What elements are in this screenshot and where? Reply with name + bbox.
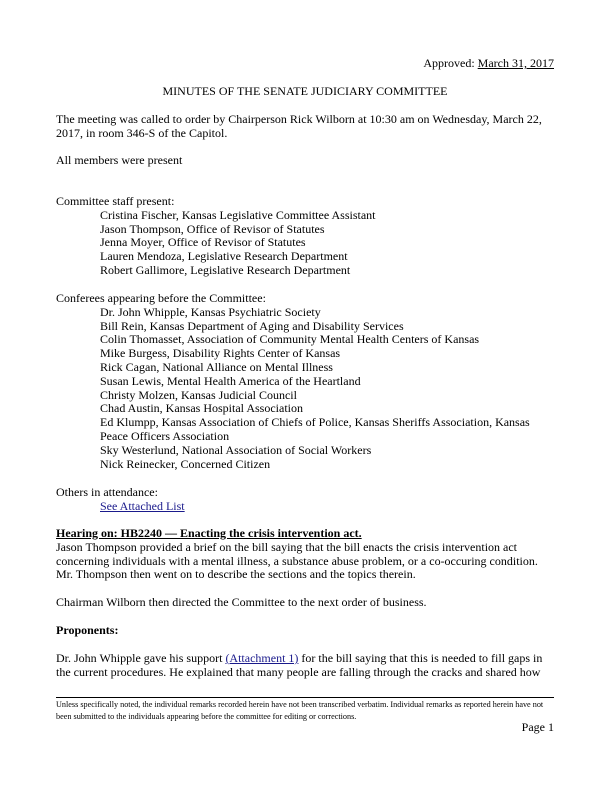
approved-label: Approved: — [423, 56, 478, 70]
conferee-item: Colin Thomasset, Association of Community Mental Health Centers of Kansas — [100, 332, 480, 347]
page-number: Page 1 — [521, 720, 554, 734]
conferee-item: Sky Westerlund, National Association of Social Workers — [100, 442, 372, 457]
conferee-item: Bill Rein, Kansas Department of Aging and Disability Services — [100, 318, 404, 333]
page-title: MINUTES OF THE SENATE JUDICIARY COMMITTEE — [162, 84, 448, 98]
conferee-item: Rick Cagan, National Alliance on Mental Illness — [100, 359, 333, 374]
approval-line — [423, 57, 554, 71]
others-section — [56, 486, 554, 514]
hearing-section — [56, 527, 554, 582]
whipple-text-before: Dr. John Whipple gave his support — [56, 651, 226, 665]
conferees-section — [56, 292, 554, 471]
staff-item: Lauren Mendoza, Legislative Research Department — [100, 249, 348, 264]
approved-date: March 31, 2017 — [477, 56, 554, 70]
conferee-item: Chad Austin, Kansas Hospital Association — [100, 401, 303, 416]
proponents-heading: Proponents: — [56, 623, 119, 637]
whipple-testimony — [56, 652, 554, 680]
conferee-item: Nick Reinecker, Concerned Citizen — [100, 456, 271, 471]
call-to-order-section — [56, 113, 554, 141]
conferees-list — [56, 306, 554, 472]
staff-heading: Committee staff present: — [56, 194, 175, 208]
next-order-section — [56, 596, 554, 610]
others-heading: Others in attendance: — [56, 485, 158, 499]
next-order-text: Chairman Wilborn then directed the Committee to the next order of business. — [56, 595, 427, 609]
attendance-section — [56, 154, 554, 168]
staff-item: Cristina Fischer, Kansas Legislative Committee Assistant — [100, 207, 376, 222]
staff-item: Jason Thompson, Office of Revisor of Statutes — [100, 221, 325, 236]
conferees-heading: Conferees appearing before the Committee: — [56, 291, 266, 305]
conferee-item: Ed Klumpp, Kansas Association of Chiefs of Police, Kansas Sheriffs Association, Kansas Peace Officers Association — [100, 415, 530, 443]
hearing-heading: Hearing on: HB2240 — Enacting the crisis intervention act. — [56, 526, 362, 540]
see-attached-list-link[interactable]: See Attached List — [100, 498, 185, 513]
proponents-section — [56, 624, 554, 638]
staff-section — [56, 195, 554, 278]
conferee-item: Dr. John Whipple, Kansas Psychiatric Society — [100, 304, 321, 319]
hearing-brief: Jason Thompson provided a brief on the bill saying that the bill enacts the crisis intervention act concerning individuals with a mental illness, a substance abuse problem, or a co-occuring condition. Mr. Thompson then went on to describe the sections and the topics therein. — [56, 539, 538, 582]
attachment-1-link[interactable]: (Attachment 1) — [225, 651, 299, 665]
staff-list — [56, 209, 554, 278]
whipple-testimony-text — [56, 652, 554, 680]
footer-divider — [56, 697, 554, 698]
call-to-order-text: The meeting was called to order by Chairperson Rick Wilborn at 10:30 am on Wednesday, March 22, 2017, in room 346-S of the Capitol. — [56, 112, 542, 140]
whipple-text-after: for the bill saying that this is needed to fill gaps in the current procedures. He explained that many people are falling through the cracks and shared how — [56, 651, 543, 679]
conferee-item: Christy Molzen, Kansas Judicial Council — [100, 387, 297, 402]
footer-disclaimer: Unless specifically noted, the individual remarks recorded herein have not been transcribed verbatim. Individual remarks as reported herein have not been submitted to the individuals appearing before the committee for editing or corrections. — [56, 700, 544, 721]
conferee-item: Susan Lewis, Mental Health America of the Heartland — [100, 373, 361, 388]
staff-item: Robert Gallimore, Legislative Research Department — [100, 262, 351, 277]
conferee-item: Mike Burgess, Disability Rights Center of Kansas — [100, 346, 341, 361]
staff-item: Jenna Moyer, Office of Revisor of Statutes — [100, 235, 306, 250]
document-page — [56, 0, 554, 792]
attendance-text: All members were present — [56, 153, 183, 167]
